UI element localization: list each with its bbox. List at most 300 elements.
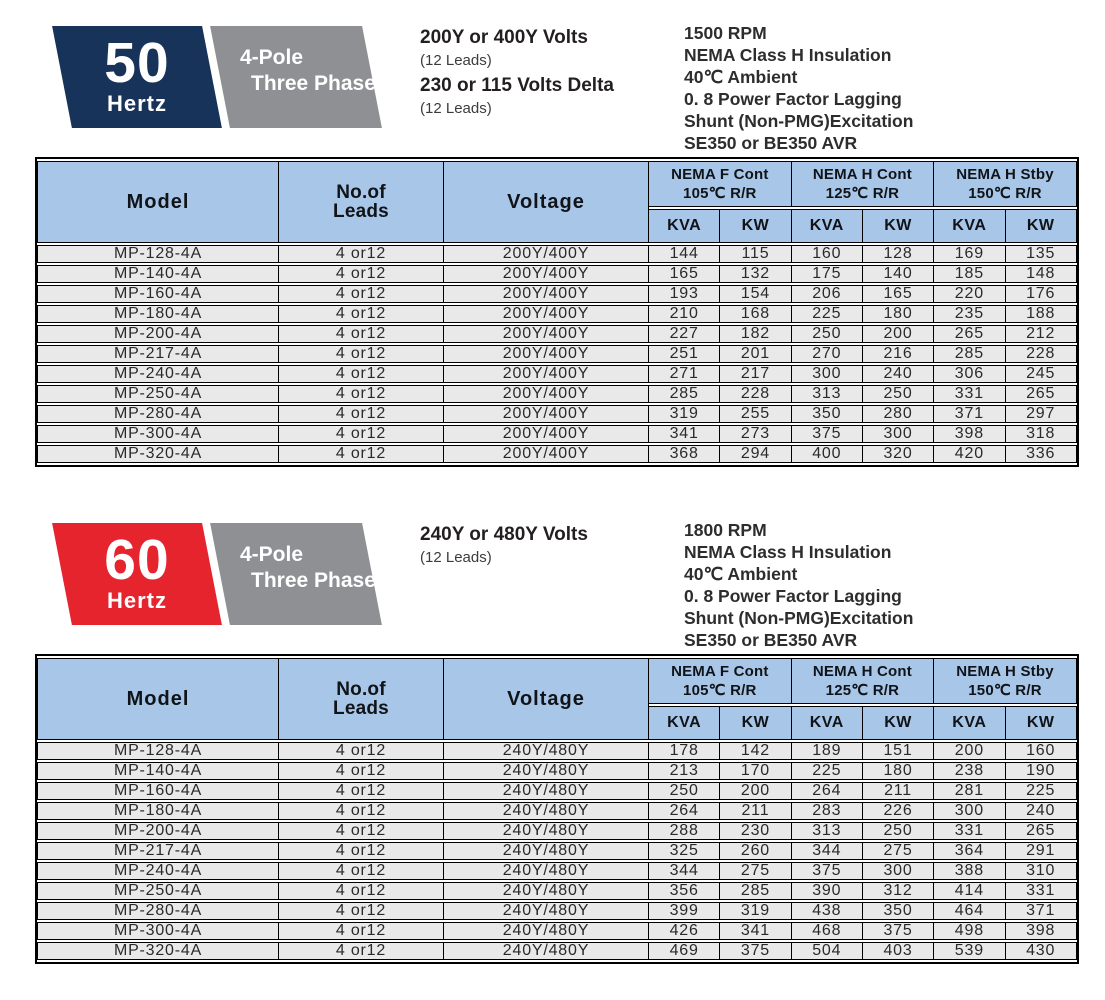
frequency-unit: Hertz [106,91,167,116]
rating-value-cell: 225 [792,762,863,780]
model-cell: MP-128-4A [37,245,279,263]
table-row [37,265,1077,283]
voltage-option-line: (12 Leads) [420,52,492,69]
rating-value-cell: 350 [792,405,863,423]
rating-value-cell: 200 [720,782,791,800]
leads-cell: 4 or12 [279,365,444,383]
voltage-cell: 200Y/400Y [444,285,649,303]
spec-line: 40℃ Ambient [684,564,798,584]
model-cell: MP-300-4A [37,922,279,940]
rating-value-cell: 264 [649,802,720,820]
rating-value-cell: 288 [649,822,720,840]
rating-value-cell: 227 [649,325,720,343]
header-leads-line2: Leads [333,698,389,719]
rating-value-cell: 341 [720,922,791,940]
rating-value-cell: 245 [1006,365,1077,383]
frequency-unit: Hertz [106,588,167,613]
voltage-cell: 240Y/480Y [444,822,649,840]
header-leads-line2: Leads [333,201,389,222]
rating-value-cell: 151 [863,742,934,760]
rating-value-cell: 275 [720,862,791,880]
ratings-table [35,157,1079,467]
phase-label: Three Phase [251,569,376,592]
spec-line: 1500 RPM [684,23,767,43]
rating-group-line2: 150℃ R/R [968,185,1042,202]
rating-value-cell: 375 [720,942,791,960]
rating-value-cell: 312 [863,882,934,900]
rating-value-cell: 430 [1006,942,1077,960]
leads-cell: 4 or12 [279,822,444,840]
spec-line: 1800 RPM [684,520,767,540]
model-cell: MP-217-4A [37,842,279,860]
leads-cell: 4 or12 [279,902,444,920]
pole-phase-badge [210,26,382,128]
rating-group-line2: 150℃ R/R [968,682,1042,699]
table-row [37,405,1077,423]
rating-value-cell: 211 [720,802,791,820]
model-cell: MP-180-4A [37,305,279,323]
spec-line: SE350 or BE350 AVR [684,133,858,153]
table-row [37,425,1077,443]
rating-value-cell: 319 [649,405,720,423]
rating-value-cell: 270 [792,345,863,363]
voltage-option-line: 200Y or 400Y Volts [420,27,588,48]
rating-value-cell: 220 [934,285,1005,303]
frequency-section [0,23,1105,467]
unit-header-kva: KVA [934,209,1005,243]
rating-value-cell: 168 [720,305,791,323]
table-row [37,742,1077,760]
rating-value-cell: 403 [863,942,934,960]
model-cell: MP-250-4A [37,882,279,900]
leads-cell: 4 or12 [279,762,444,780]
rating-value-cell: 300 [863,862,934,880]
model-cell: MP-300-4A [37,425,279,443]
rating-value-cell: 240 [1006,802,1077,820]
rating-value-cell: 331 [1006,882,1077,900]
rating-value-cell: 336 [1006,445,1077,463]
rating-value-cell: 225 [792,305,863,323]
leads-cell: 4 or12 [279,245,444,263]
rating-value-cell: 294 [720,445,791,463]
header-voltage: Voltage [444,161,649,243]
voltage-cell: 200Y/400Y [444,365,649,383]
rating-group-line1: NEMA F Cont [671,166,769,183]
model-cell: MP-140-4A [37,762,279,780]
voltage-cell: 200Y/400Y [444,305,649,323]
rating-value-cell: 217 [720,365,791,383]
rating-value-cell: 414 [934,882,1005,900]
rating-value-cell: 498 [934,922,1005,940]
voltage-cell: 240Y/480Y [444,942,649,960]
rating-value-cell: 216 [863,345,934,363]
rating-value-cell: 285 [720,882,791,900]
header-nema-h-cont [792,161,935,207]
rating-value-cell: 280 [863,405,934,423]
section-header [62,520,1105,650]
header-nema-h-stby [934,161,1077,207]
rating-value-cell: 464 [934,902,1005,920]
model-cell: MP-280-4A [37,405,279,423]
rating-value-cell: 142 [720,742,791,760]
rating-value-cell: 300 [863,425,934,443]
rating-value-cell: 375 [863,922,934,940]
table-row [37,782,1077,800]
leads-cell: 4 or12 [279,445,444,463]
voltage-option-line: (12 Leads) [420,100,492,117]
rating-value-cell: 182 [720,325,791,343]
voltage-options [420,26,682,122]
model-cell: MP-200-4A [37,822,279,840]
phase-label: Three Phase [251,72,376,95]
header-model: Model [37,658,279,740]
rating-group-line1: NEMA H Stby [956,663,1054,680]
rating-value-cell: 251 [649,345,720,363]
rating-value-cell: 200 [863,325,934,343]
voltage-cell: 200Y/400Y [444,345,649,363]
pole-phase-badge [210,523,382,625]
rating-value-cell: 364 [934,842,1005,860]
rating-value-cell: 228 [1006,345,1077,363]
header-leads [279,658,444,740]
rating-value-cell: 193 [649,285,720,303]
leads-cell: 4 or12 [279,285,444,303]
pole-phase-badge-inner [220,523,376,625]
table-body [37,742,1077,960]
frequency-badge-inner [62,523,212,625]
model-cell: MP-320-4A [37,445,279,463]
table-row [37,385,1077,403]
frequency-value: 60 [104,528,170,592]
header-leads-line1: No.of [336,182,386,203]
rating-value-cell: 320 [863,445,934,463]
voltage-cell: 240Y/480Y [444,922,649,940]
rating-value-cell: 250 [792,325,863,343]
rating-value-cell: 144 [649,245,720,263]
rating-group-line1: NEMA H Cont [812,166,912,183]
voltage-cell: 240Y/480Y [444,842,649,860]
leads-cell: 4 or12 [279,265,444,283]
header-nema-f-cont [649,161,792,207]
table-row [37,862,1077,880]
voltage-cell: 200Y/400Y [444,385,649,403]
table-row [37,802,1077,820]
spec-list [684,22,913,154]
rating-value-cell: 371 [1006,902,1077,920]
rating-value-cell: 206 [792,285,863,303]
leads-cell: 4 or12 [279,842,444,860]
frequency-badge [52,523,222,625]
rating-value-cell: 178 [649,742,720,760]
leads-cell: 4 or12 [279,425,444,443]
leads-cell: 4 or12 [279,405,444,423]
rating-value-cell: 250 [649,782,720,800]
header-nema-h-cont [792,658,935,704]
leads-cell: 4 or12 [279,345,444,363]
rating-value-cell: 331 [934,385,1005,403]
rating-value-cell: 399 [649,902,720,920]
rating-value-cell: 283 [792,802,863,820]
rating-value-cell: 306 [934,365,1005,383]
unit-header-kva: KVA [792,706,863,740]
spec-line: Shunt (Non-PMG)Excitation [684,111,914,131]
pole-label: 4-Pole [240,543,304,566]
model-cell: MP-240-4A [37,365,279,383]
frequency-badge [52,26,222,128]
unit-header-kw: KW [863,209,934,243]
rating-value-cell: 331 [934,822,1005,840]
unit-header-kva: KVA [934,706,1005,740]
rating-value-cell: 398 [934,425,1005,443]
spec-list [684,519,913,651]
rating-value-cell: 260 [720,842,791,860]
model-cell: MP-160-4A [37,285,279,303]
voltage-cell: 240Y/480Y [444,802,649,820]
header-leads [279,161,444,243]
spec-line: NEMA Class H Insulation [684,542,892,562]
rating-group-line2: 125℃ R/R [825,682,900,699]
rating-value-cell: 175 [792,265,863,283]
rating-value-cell: 212 [1006,325,1077,343]
rating-value-cell: 344 [792,842,863,860]
leads-cell: 4 or12 [279,782,444,800]
rating-value-cell: 398 [1006,922,1077,940]
voltage-cell: 200Y/400Y [444,405,649,423]
table-header-row [37,161,1077,207]
rating-value-cell: 148 [1006,265,1077,283]
model-cell: MP-140-4A [37,265,279,283]
rating-value-cell: 469 [649,942,720,960]
voltage-cell: 200Y/400Y [444,445,649,463]
rating-value-cell: 188 [1006,305,1077,323]
rating-value-cell: 291 [1006,842,1077,860]
rating-value-cell: 265 [934,325,1005,343]
rating-value-cell: 310 [1006,862,1077,880]
voltage-cell: 240Y/480Y [444,742,649,760]
spec-line: SE350 or BE350 AVR [684,630,858,650]
leads-cell: 4 or12 [279,385,444,403]
rating-value-cell: 368 [649,445,720,463]
rating-group-line2: 105℃ R/R [683,185,757,202]
spec-line: NEMA Class H Insulation [684,45,892,65]
ratings-table [35,654,1079,964]
table-row [37,365,1077,383]
rating-value-cell: 189 [792,742,863,760]
unit-header-kva: KVA [649,209,720,243]
header-voltage: Voltage [444,658,649,740]
spec-line: 0. 8 Power Factor Lagging [684,89,902,109]
rating-value-cell: 275 [863,842,934,860]
unit-header-kw: KW [720,209,791,243]
table-row [37,285,1077,303]
model-cell: MP-280-4A [37,902,279,920]
unit-header-kw: KW [1006,706,1077,740]
rating-value-cell: 356 [649,882,720,900]
rating-value-cell: 140 [863,265,934,283]
rating-value-cell: 180 [863,305,934,323]
rating-value-cell: 285 [649,385,720,403]
table-row [37,842,1077,860]
frequency-value: 50 [104,31,170,95]
leads-cell: 4 or12 [279,325,444,343]
table-row [37,305,1077,323]
rating-value-cell: 426 [649,922,720,940]
rating-value-cell: 201 [720,345,791,363]
leads-cell: 4 or12 [279,742,444,760]
leads-cell: 4 or12 [279,882,444,900]
table-row [37,325,1077,343]
table-row [37,942,1077,960]
rating-value-cell: 160 [792,245,863,263]
rating-value-cell: 115 [720,245,791,263]
rating-value-cell: 313 [792,822,863,840]
model-cell: MP-180-4A [37,802,279,820]
rating-value-cell: 226 [863,802,934,820]
rating-value-cell: 285 [934,345,1005,363]
rating-value-cell: 180 [863,762,934,780]
badge-group [62,26,380,128]
voltage-cell: 200Y/400Y [444,425,649,443]
frequency-section [0,520,1105,964]
rating-value-cell: 240 [863,365,934,383]
table-row [37,882,1077,900]
model-cell: MP-160-4A [37,782,279,800]
table-row [37,822,1077,840]
header-leads-line1: No.of [336,679,386,700]
rating-value-cell: 235 [934,305,1005,323]
model-cell: MP-200-4A [37,325,279,343]
unit-header-kw: KW [720,706,791,740]
rating-value-cell: 128 [863,245,934,263]
rating-group-line1: NEMA F Cont [671,663,769,680]
table-row [37,762,1077,780]
table-row [37,902,1077,920]
rating-value-cell: 313 [792,385,863,403]
rating-value-cell: 190 [1006,762,1077,780]
rating-value-cell: 388 [934,862,1005,880]
rating-value-cell: 135 [1006,245,1077,263]
rating-value-cell: 176 [1006,285,1077,303]
rating-value-cell: 265 [1006,822,1077,840]
unit-header-kw: KW [863,706,934,740]
rating-group-line2: 105℃ R/R [683,682,757,699]
unit-header-kva: KVA [649,706,720,740]
header-nema-h-stby [934,658,1077,704]
rating-value-cell: 350 [863,902,934,920]
rating-value-cell: 165 [863,285,934,303]
spec-line: 40℃ Ambient [684,67,798,87]
rating-value-cell: 281 [934,782,1005,800]
section-header [62,23,1105,153]
model-cell: MP-128-4A [37,742,279,760]
rating-value-cell: 160 [1006,742,1077,760]
voltage-cell: 240Y/480Y [444,762,649,780]
rating-value-cell: 185 [934,265,1005,283]
rating-group-line2: 125℃ R/R [825,185,900,202]
voltage-cell: 200Y/400Y [444,325,649,343]
rating-value-cell: 213 [649,762,720,780]
voltage-cell: 240Y/480Y [444,862,649,880]
badge-group [62,523,380,625]
leads-cell: 4 or12 [279,305,444,323]
rating-value-cell: 319 [720,902,791,920]
voltage-cell: 240Y/480Y [444,882,649,900]
spec-line: 0. 8 Power Factor Lagging [684,586,902,606]
rating-value-cell: 300 [934,802,1005,820]
rating-value-cell: 504 [792,942,863,960]
rating-value-cell: 165 [649,265,720,283]
rating-value-cell: 265 [1006,385,1077,403]
pole-label: 4-Pole [240,46,304,69]
rating-value-cell: 375 [792,425,863,443]
table-row [37,245,1077,263]
rating-value-cell: 170 [720,762,791,780]
rating-value-cell: 154 [720,285,791,303]
rating-value-cell: 400 [792,445,863,463]
rating-value-cell: 390 [792,882,863,900]
model-cell: MP-240-4A [37,862,279,880]
rating-value-cell: 238 [934,762,1005,780]
model-cell: MP-320-4A [37,942,279,960]
rating-value-cell: 341 [649,425,720,443]
rating-value-cell: 318 [1006,425,1077,443]
rating-value-cell: 250 [863,822,934,840]
rating-value-cell: 438 [792,902,863,920]
rating-group-line1: NEMA H Cont [812,663,912,680]
leads-cell: 4 or12 [279,942,444,960]
unit-header-kw: KW [1006,209,1077,243]
rating-value-cell: 375 [792,862,863,880]
voltage-cell: 240Y/480Y [444,902,649,920]
rating-value-cell: 210 [649,305,720,323]
leads-cell: 4 or12 [279,922,444,940]
rating-value-cell: 371 [934,405,1005,423]
rating-value-cell: 273 [720,425,791,443]
rating-value-cell: 539 [934,942,1005,960]
voltage-cell: 200Y/400Y [444,265,649,283]
voltage-option-line: 230 or 115 Volts Delta [420,75,614,96]
model-cell: MP-250-4A [37,385,279,403]
rating-value-cell: 344 [649,862,720,880]
voltage-cell: 240Y/480Y [444,782,649,800]
rating-value-cell: 420 [934,445,1005,463]
rating-value-cell: 468 [792,922,863,940]
header-nema-f-cont [649,658,792,704]
voltage-option-line: (12 Leads) [420,549,492,566]
unit-header-kva: KVA [792,209,863,243]
rating-value-cell: 228 [720,385,791,403]
rating-value-cell: 211 [863,782,934,800]
leads-cell: 4 or12 [279,802,444,820]
rating-value-cell: 297 [1006,405,1077,423]
rating-value-cell: 250 [863,385,934,403]
model-cell: MP-217-4A [37,345,279,363]
rating-value-cell: 225 [1006,782,1077,800]
voltage-cell: 200Y/400Y [444,245,649,263]
frequency-badge-inner [62,26,212,128]
rating-value-cell: 132 [720,265,791,283]
rating-value-cell: 169 [934,245,1005,263]
table-body [37,245,1077,463]
rating-value-cell: 264 [792,782,863,800]
rating-value-cell: 200 [934,742,1005,760]
pole-phase-badge-inner [220,26,376,128]
header-model: Model [37,161,279,243]
rating-group-line1: NEMA H Stby [956,166,1054,183]
rating-value-cell: 271 [649,365,720,383]
leads-cell: 4 or12 [279,862,444,880]
table-row [37,445,1077,463]
